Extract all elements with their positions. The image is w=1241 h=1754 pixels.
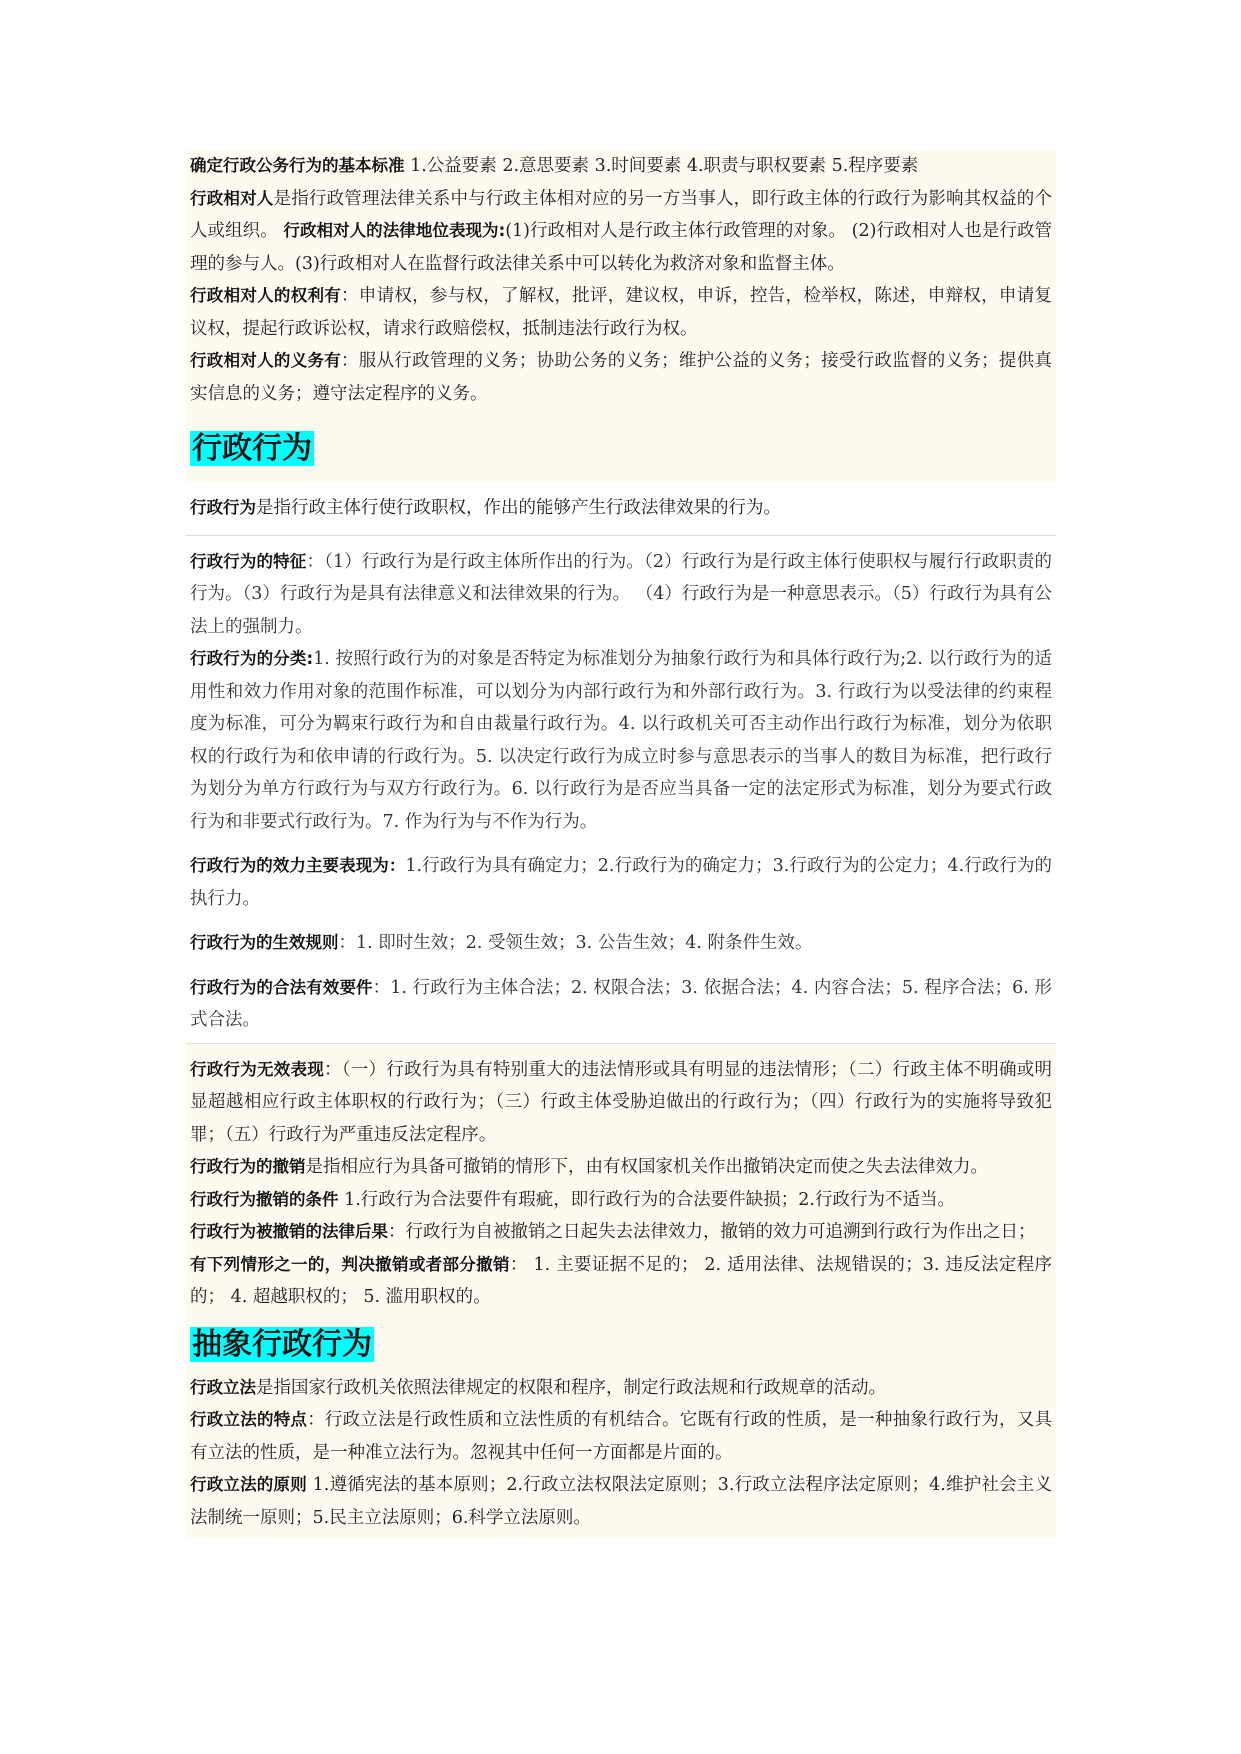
- document-body: [186, 150, 1056, 1538]
- term-label: 行政行为被撤销的法律后果: [190, 1222, 388, 1241]
- section-definition: [186, 482, 1056, 535]
- paragraph-text: 1.遵循宪法的基本原则；2.行政立法权限法定原则；3.行政立法程序法定原则；4.维护社会主义法制统一原则；5.民主立法原则；6.科学立法原则。: [190, 1475, 1053, 1528]
- paragraph-legislation-features: [190, 1404, 1052, 1469]
- paragraph-text: ：申请权，参与权，了解权，批评，建议权，申诉，控告，检举权，陈述，申辩权，申请复议权，提起行政诉讼权，请求行政赔偿权，抵制违法行政行为权。: [190, 286, 1052, 339]
- term-label: 行政相对人的法律地位表现为:: [283, 221, 506, 240]
- term-label: 行政相对人: [190, 188, 274, 208]
- paragraph-legislation-principles: [190, 1469, 1052, 1534]
- section-characteristics: [186, 536, 1056, 1043]
- paragraph-revocation-judgement: [190, 1249, 1052, 1314]
- term-label: 行政行为的特征: [190, 551, 307, 571]
- term-label: 有下列情形之一的，判决撤销或者部分撤销: [190, 1254, 510, 1274]
- paragraph-basic-standard: [190, 150, 1052, 183]
- term-label: 行政相对人的义务有: [190, 351, 342, 370]
- paragraph-text: 1.行政行为具有确定力；2.行政行为的确定力；3.行政行为的公定力；4.行政行为的执行力。: [190, 856, 1052, 909]
- term-label: 行政行为的效力主要表现为：: [190, 856, 406, 875]
- paragraph-definition: [190, 492, 1052, 525]
- paragraph-classification: [190, 643, 1052, 838]
- paragraph-revocation-consequences: [190, 1216, 1052, 1249]
- heading-text: 抽象行政行为: [192, 1326, 372, 1362]
- term-label: 行政相对人的权利有: [190, 286, 342, 305]
- paragraph-administrative-legislation: [190, 1372, 1052, 1405]
- term-label: 确定行政公务行为的基本标准: [190, 156, 405, 175]
- paragraph-revocation-conditions: [190, 1184, 1052, 1217]
- paragraph-valid-requirements: [190, 972, 1052, 1037]
- paragraph-text: ：行政行为自被撤销之日起失去法律效力，撤销的效力可追溯到行政行为作出之日；: [388, 1222, 1036, 1242]
- paragraph-text: 是指行政管理法律关系中与行政主体相对应的另一方当事人，即行政主体的行政行为影响其权益的个人或组织。: [190, 188, 1053, 241]
- paragraph-effective-rules: [190, 927, 1052, 960]
- paragraph-text: 1.公益要素 2.意思要素 3.时间要素 4.职责与职权要素 5.程序要素: [404, 156, 919, 176]
- paragraph-text: ：1. 行政行为主体合法；2. 权限合法；3. 依据合法；4. 内容合法；5. 程序合法；6. 形式合法。: [190, 977, 1053, 1030]
- paragraph-text: 是指国家行政机关依照法律规定的权限和程序，制定行政法规和行政规章的活动。: [256, 1377, 886, 1398]
- term-label: 行政行为的撤销: [190, 1157, 306, 1176]
- term-label: 行政立法的原则: [190, 1475, 307, 1494]
- paragraph-text: 是指相应行为具备可撤销的情形下，由有权国家机关作出撤销决定而使之失去法律效力。: [305, 1157, 988, 1177]
- section-heading-abstract-act: [190, 1314, 1052, 1372]
- paragraph-counterpart-duties: [190, 345, 1052, 410]
- section-legal-relationship: [186, 150, 1056, 482]
- term-label: 行政行为无效表现: [190, 1059, 325, 1079]
- section-invalid-and-revocation: [186, 1044, 1056, 1539]
- term-label: 行政立法: [190, 1377, 256, 1397]
- paragraph-counterpart: [190, 183, 1052, 281]
- spacer: [190, 838, 1052, 850]
- paragraph-text: ：行政立法是行政性质和立法性质的有机结合。它既有行政的性质，是一种抽象行政行为，又具有立法的性质，是一种准立法行为。忽视其中任何一方面都是片面的。: [190, 1410, 1053, 1463]
- paragraph-text: 1. 按照行政行为的对象是否特定为标准划分为抽象行政行为和具体行政行为;2. 以行政行为的适用性和效力作用对象的范围作标准，可以划分为内部行政行为和外部行政行为。3. 行政行为以受法律的约束程度为标准，可分为羁束行政行为和自由裁量行政行为。4. 以行政机关可否主动作出行政行为标准，划分为依职权的行政行为和依申请的行政行为。5. 以决定行政行为成立时参与意思表示的当事人的数目为标准，把行政行为划分为单方行政行为与双方行政行为。6. 以行政行为是否应当具备一定的法定形式为标准，划分为要式行政行为和非要式行政行为。7. 作为行为与不作为行为。: [190, 649, 1052, 832]
- term-label: 行政行为: [190, 498, 256, 517]
- paragraph-text: ： 1. 主要证据不足的； 2. 适用法律、法规错误的；3. 违反法定程序的； 4. 超越职权的； 5. 滥用职权的。: [190, 1254, 1053, 1307]
- heading-text: 行政行为: [192, 431, 312, 466]
- spacer: [190, 960, 1052, 972]
- paragraph-text: ：1. 即时生效；2. 受领生效；3. 公告生效；4. 附条件生效。: [338, 933, 813, 953]
- paragraph-revocation: [190, 1151, 1052, 1184]
- term-label: 行政行为的合法有效要件: [190, 977, 373, 997]
- term-label: 行政行为的分类:: [190, 649, 314, 668]
- term-label: 行政行为撤销的条件: [190, 1189, 339, 1209]
- paragraph-text: ：服从行政管理的义务；协助公务的义务；维护公益的义务；接受行政监督的义务；提供真实信息的义务；遵守法定程序的义务。: [190, 351, 1052, 404]
- paragraph-text: ：（1）行政行为是行政主体所作出的行为。（2）行政行为是行政主体行使职权与履行行政职责的行为。（3）行政行为是具有法律意义和法律效果的行为。 （4）行政行为是一种意思表示。（5）行政行为具有公法上的强制力。: [190, 551, 1053, 637]
- paragraph-text: 1.行政行为合法要件有瑕疵，即行政行为的合法要件缺损；2.行政行为不适当。: [338, 1189, 955, 1210]
- spacer: [190, 915, 1052, 927]
- paragraph-effect: [190, 850, 1052, 915]
- term-label: 行政行为的生效规则: [190, 933, 339, 952]
- paragraph-features: [190, 546, 1052, 644]
- paragraph-invalid: [190, 1054, 1052, 1152]
- paragraph-text: ：（一）行政行为具有特别重大的违法情形或具有明显的违法情形；（二）行政主体不明确或明显超越相应行政主体职权的行政行为；（三）行政主体受胁迫做出的行政行为；（四）行政行为的实施将导致犯罪；（五）行政行为严重违反法定程序。: [190, 1059, 1053, 1145]
- term-label: 行政立法的特点: [190, 1410, 308, 1429]
- section-heading-administrative-act: [190, 410, 1052, 482]
- paragraph-text: 是指行政主体行使行政职权，作出的能够产生行政法律效果的行为。: [256, 498, 781, 518]
- paragraph-text: (1)行政相对人是行政主体行政管理的对象。 (2)行政相对人也是行政管理的参与人。(3)行政相对人在监督行政法律关系中可以转化为救济对象和监督主体。: [190, 221, 1052, 274]
- paragraph-counterpart-rights: [190, 280, 1052, 345]
